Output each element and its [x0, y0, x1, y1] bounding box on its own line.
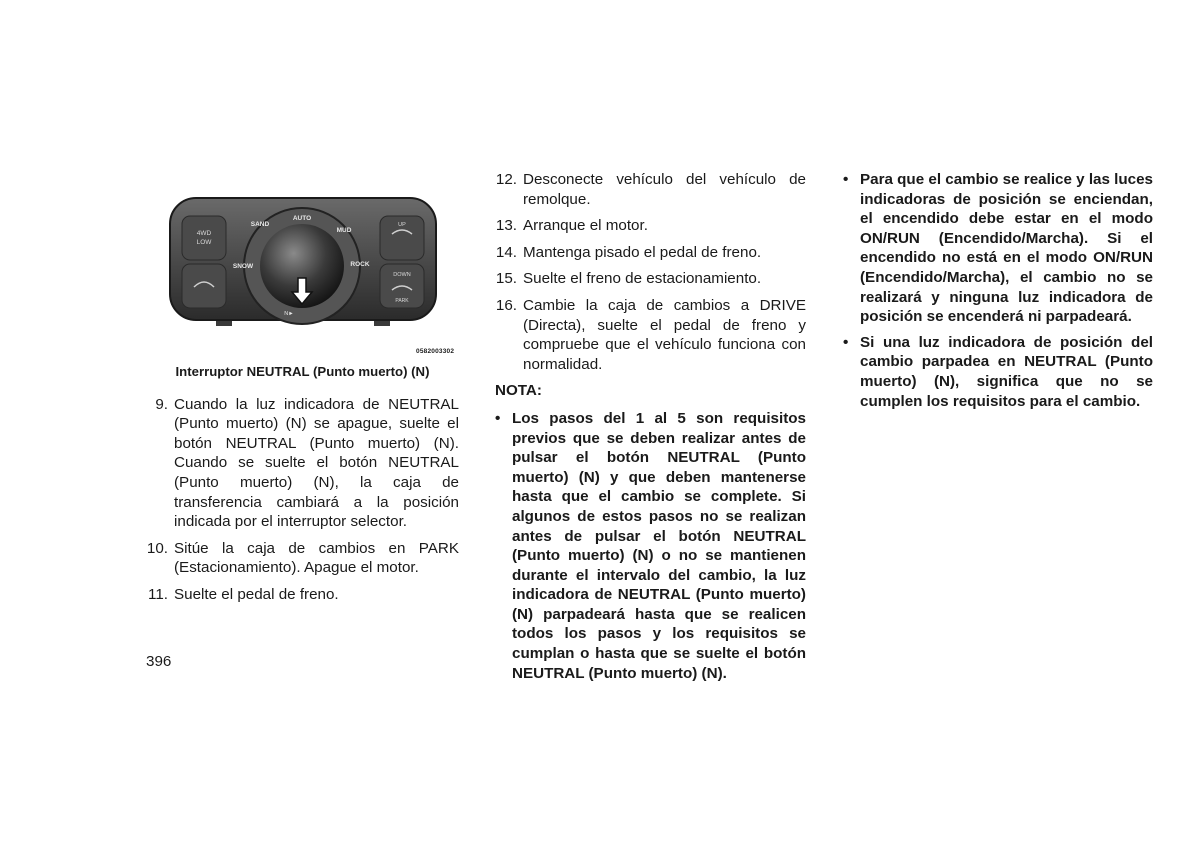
- column-middle: [495, 170, 806, 689]
- mud-label: MUD: [336, 227, 352, 234]
- step-item: [146, 539, 459, 578]
- step-number: 9.: [155, 395, 168, 413]
- step-text: Mantenga pisado el pedal de freno.: [523, 243, 762, 261]
- step-number: 13.: [495, 217, 517, 235]
- step-number: 12.: [495, 171, 517, 188]
- step-number: 11.: [148, 585, 168, 603]
- down-label: DOWN: [393, 272, 411, 278]
- step-item: [146, 395, 459, 532]
- neutral-label: N►: [284, 311, 294, 317]
- snow-label: SNOW: [232, 263, 254, 270]
- note-text: Para que el cambio se realice y las luces indicadoras de posición se enciendan, el encendido debe estar en el modo ON/RUN (Encendido/Marcha). Si el encendido no está en el modo ON/RUN (Encendido/Marcha), el cambio no se realizará y ninguna luz indicadora de posición se encenderá ni parpadeará.: [860, 171, 1153, 326]
- column-left: [146, 190, 459, 612]
- note-bullet: [495, 409, 806, 683]
- step-text: Sitúe la caja de cambios en PARK (Estacionamiento). Apague el motor.: [174, 539, 459, 577]
- step-item: [495, 170, 806, 209]
- column-right: [843, 170, 1153, 417]
- step-item: [495, 296, 806, 374]
- step-item: [495, 216, 806, 236]
- figure-caption: Interruptor NEUTRAL (Punto muerto) (N): [175, 364, 430, 379]
- hill-descent-button[interactable]: [182, 264, 226, 308]
- step-number: 14.: [495, 243, 517, 261]
- up-label: UP: [398, 222, 406, 228]
- park-label: PARK: [395, 298, 409, 304]
- 4wd-label: 4WD: [196, 230, 212, 237]
- step-text: Arranque el motor.: [523, 217, 648, 235]
- step-text: Cambie la caja de cambios a DRIVE (Directa), suelte el pedal de freno y compruebe que el vehículo funciona con normalidad.: [523, 296, 806, 373]
- note-heading: NOTA:: [495, 382, 542, 400]
- terrain-switch-figure: [146, 190, 459, 355]
- auto-label: AUTO: [292, 215, 312, 222]
- bullet-icon: •: [843, 333, 849, 351]
- step-text: Suelte el freno de estacionamiento.: [523, 270, 762, 288]
- 4wd-low-button[interactable]: [182, 216, 226, 260]
- step-text: Desconecte vehículo del vehículo de remolque.: [523, 171, 806, 208]
- step-text: Cuando la luz indicadora de NEUTRAL (Punto muerto) (N) se apague, suelte el botón NEUTRAL (Punto muerto) (N). Cuando se suelte el botón NEUTRAL (Punto muerto) (N), la caja de transferencia cambiará a la posición indicada por el interruptor selector.: [174, 395, 459, 531]
- note-bullet: [843, 333, 1153, 411]
- step-number: 10.: [146, 539, 168, 557]
- step-number: 15.: [495, 270, 517, 288]
- note-text: Los pasos del 1 al 5 son requisitos previos que se deben realizar antes de pulsar el botón NEUTRAL (Punto muerto) (N) y que deben mantenerse hasta que el cambio se complete. Si algunos de estos pasos no se realizan antes de pulsar el botón NEUTRAL (Punto muerto) (N) o no se mantienen durante el intervalo del cambio, la luz indicadora de NEUTRAL (Punto muerto) (N) parpadeará hasta que se realicen todos los pasos y los requisitos se cumplan o hasta que se suelte el botón NEUTRAL (Punto muerto) (N).: [512, 409, 806, 682]
- bullet-icon: •: [495, 409, 501, 427]
- note-text: Si una luz indicadora de posición del cambio parpadea en NEUTRAL (Punto muerto) (N), significa que no se cumplen los requisitos para el cambio.: [860, 333, 1153, 410]
- page-number: 396: [146, 653, 172, 670]
- note-bullet: [843, 170, 1153, 327]
- low-label: LOW: [196, 239, 212, 246]
- rock-label: ROCK: [350, 261, 370, 268]
- step-item: [495, 269, 806, 289]
- step-text: Suelte el pedal de freno.: [174, 585, 339, 603]
- terrain-selector-illustration: [168, 190, 438, 335]
- step-number: 16.: [495, 296, 517, 314]
- figure-code: 0582003302: [416, 348, 455, 355]
- step-item: [146, 585, 459, 605]
- bullet-icon: •: [843, 171, 849, 188]
- step-item: [495, 243, 806, 263]
- sand-label: SAND: [250, 221, 270, 228]
